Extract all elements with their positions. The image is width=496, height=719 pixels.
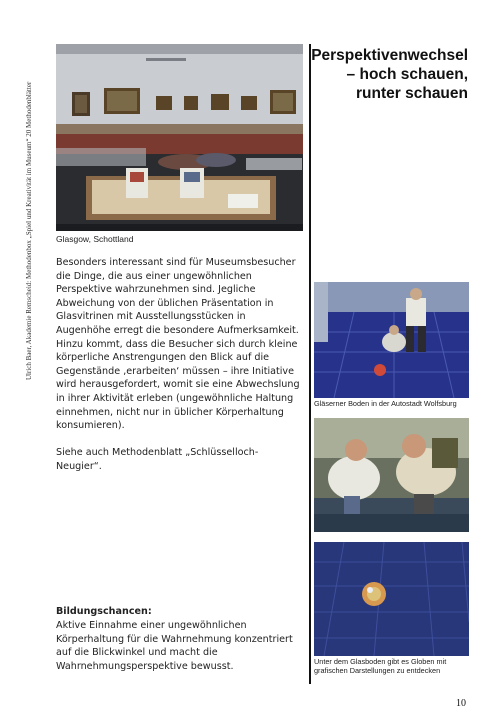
photo-globe-under-floor bbox=[314, 542, 469, 656]
photo-crouching-visitors bbox=[314, 418, 469, 532]
photo2-caption: Gläserner Boden in der Autostadt Wolfsburg bbox=[314, 399, 457, 408]
chances-text: Aktive Einnahme einer ungewöhnlichen Körperhaltung für die Wahrnehmung konzentriert auf die Blickwinkel und macht die Wahrnehmungsperspektive bewusst. bbox=[56, 620, 293, 672]
title-line-3: runter schauen bbox=[356, 85, 468, 102]
main-photo-caption: Glasgow, Schottland bbox=[56, 234, 134, 244]
photo4-caption: Unter dem Glasboden gibt es Globen mit grafischen Darstellungen zu entdecken bbox=[314, 657, 447, 675]
column-divider bbox=[309, 44, 311, 684]
side-note-text: Ulrich Baer, Akademie Remscheid: Methodenbox „Spiel und Kreativität im Museum“ 20 Methodenblätter bbox=[25, 81, 33, 380]
body-paragraph: Besonders interessant sind für Museumsbesucher die Dinge, die aus einer ungewöhnlichen Perspektive wahrzunehmen sind. Jegliche Abweichung von der üblichen Präsentation in Glasvitrinen mit Ausstellungsstücken in Augenhöhe erregt die besondere Aufmerksamkeit. Hinzu kommt, dass die Besucher sich durch kleine körperliche Anstrengungen den Blick auf die Gegenstände ‚erarbeiten‘ müssen – ihre Initiative wird herausgefordert, womit sie eine Abwechslung in ihrer Aktivität erleben (ungewöhnliche Haltung einnehmen, nicht nur in üblicher Körperhaltung konsumieren). bbox=[56, 257, 300, 432]
title-line-2: – hoch schauen, bbox=[346, 66, 468, 83]
see-also-paragraph: Siehe auch Methodenblatt „Schlüsselloch-Neugier“. bbox=[56, 447, 259, 472]
page-title bbox=[298, 46, 468, 103]
photo-glass-floor bbox=[314, 282, 469, 398]
page-number: 10 bbox=[456, 698, 466, 709]
chances-heading: Bildungschancen: bbox=[56, 606, 152, 617]
main-photo-gallery bbox=[56, 44, 303, 231]
side-note bbox=[22, 50, 36, 380]
title-line-1: Perspektivenwechsel bbox=[311, 47, 468, 64]
